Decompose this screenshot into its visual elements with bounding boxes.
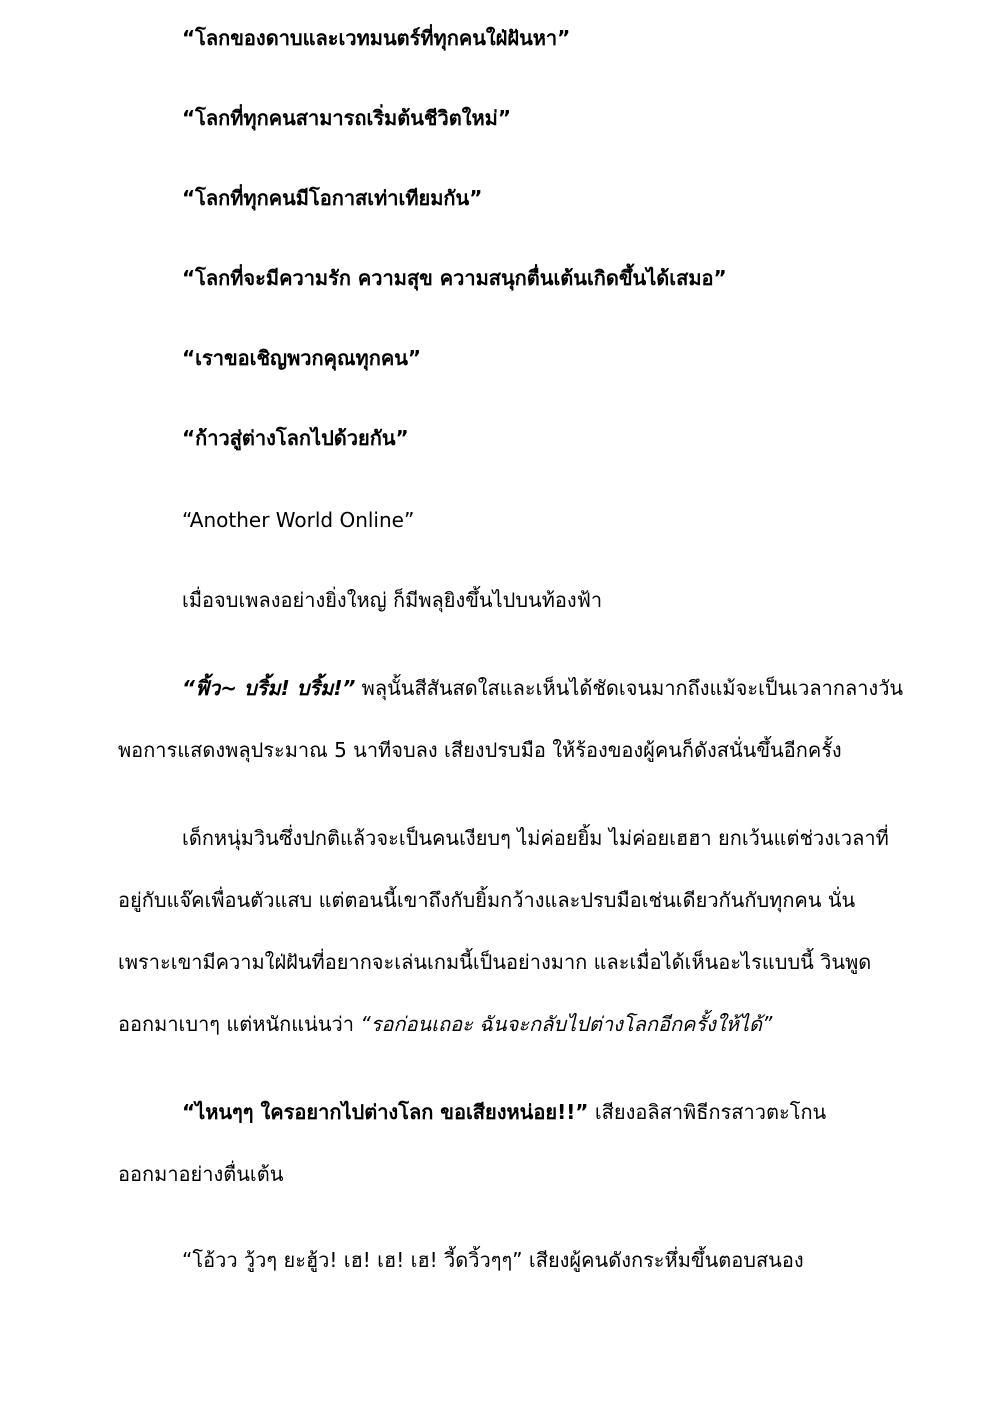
paragraph-host-line-1 — [182, 1098, 826, 1126]
paragraph-fireworks-sound — [182, 674, 903, 702]
paragraph-fireworks-launch: เมื่อจบเพลงอย่างยิ่งใหญ่ ก็มีพลุยิงขึ้นไปบนท้องฟ้า — [182, 588, 603, 612]
quote-line-new-life: “โลกที่ทุกคนสามารถเริ่มต้นชีวิตใหม่” — [182, 106, 511, 130]
sound-effect-text: “ฟิ้ว~ บริ้ม! บริ้ม!” — [182, 676, 356, 700]
paragraph-host-line-2: ออกมาอย่างตื่นเต้น — [118, 1162, 284, 1186]
narration-text: ออกมาเบาๆ แต่หนักแน่นว่า — [118, 1012, 361, 1036]
quote-line-love-happiness: “โลกที่จะมีความรัก ความสุข ความสนุกตื่นเต้นเกิดขึ้นได้เสมอ” — [182, 266, 727, 290]
paragraph-win-line-1: เด็กหนุ่มวินซึ่งปกติแล้วจะเป็นคนเงียบๆ ไม่ค่อยยิ้ม ไม่ค่อยเฮฮา ยกเว้นแต่ช่วงเวลาที่ — [182, 826, 889, 850]
paragraph-win-line-2: อยู่กับแจ๊คเพื่อนตัวแสบ แต่ตอนนี้เขาถึงกับยิ้มกว้างและปรบมือเช่นเดียวกันกับทุกคน นั่น — [118, 888, 856, 912]
quote-line-invitation: “เราขอเชิญพวกคุณทุกคน” — [182, 346, 422, 370]
host-quote-text: “ไหนๆๆ ใครอยากไปต่างโลก ขอเสียงหน่อย!!” — [182, 1100, 589, 1124]
paragraph-win-line-4 — [118, 1010, 772, 1038]
quote-line-sword-magic: “โลกของดาบและเวทมนตร์ที่ทุกคนใฝ่ฝันหา” — [182, 26, 571, 50]
quote-line-game-title: “Another World Online” — [182, 508, 415, 532]
paragraph-win-line-3: เพราะเขามีความใฝ่ฝันที่อยากจะเล่นเกมนี้เป็นอย่างมาก และเมื่อได้เห็นอะไรแบบนี้ วินพูด — [118, 950, 872, 974]
paragraph-fireworks-end: พอการแสดงพลุประมาณ 5 นาทีจบลง เสียงปรบมือ ให้ร้องของผู้คนก็ดังสนั่นขึ้นอีกครั้ง — [118, 738, 842, 762]
win-quote-text: “รอก่อนเถอะ ฉันจะกลับไปต่างโลกอีกครั้งให้ได้” — [360, 1012, 773, 1036]
narration-text: พลุนั้นสีสันสดใสและเห็นได้ชัดเจนมากถึงแม้จะเป็นเวลากลางวัน — [355, 676, 904, 700]
quote-line-equal-chance: “โลกที่ทุกคนมีโอกาสเท่าเทียมกัน” — [182, 186, 483, 210]
paragraph-crowd-response: “โอ้วว วู้วๆ ยะฮู้ว! เฮ! เฮ! เฮ! วี้ดวิ้วๆๆ” เสียงผู้คนดังกระหึ่มขึ้นตอบสนอง — [182, 1248, 804, 1272]
narration-text: เสียงอลิสาพิธีกรสาวตะโกน — [588, 1100, 827, 1124]
quote-line-step-into-world: “ก้าวสู่ต่างโลกไปด้วยกัน” — [182, 426, 409, 450]
